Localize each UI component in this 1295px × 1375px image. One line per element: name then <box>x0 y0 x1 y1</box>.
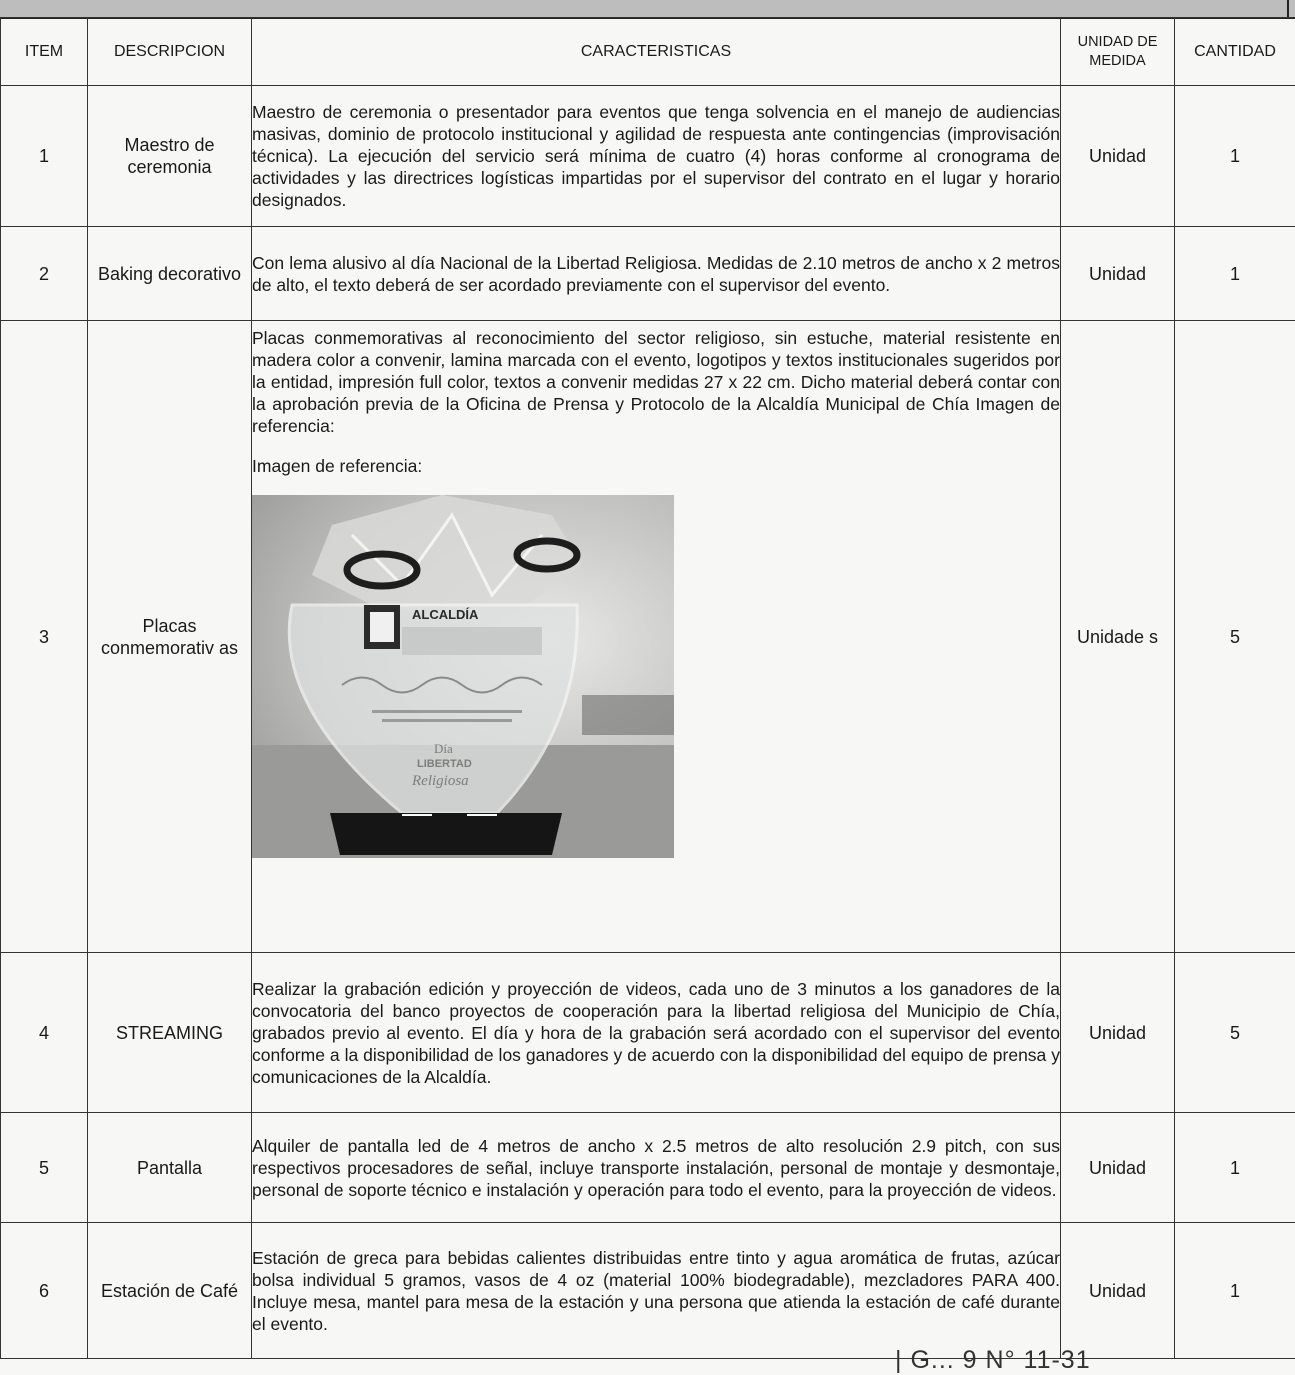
table-row <box>1 1223 1295 1359</box>
row-item: 2 <box>1 227 88 321</box>
row-caracteristicas: Realizar la grabación edición y proyección de videos, cada uno de 3 minutos a los ganadores de la convocatoria del banco proyectos de cooperación para la libertad religiosa del Municipio de Chía, grabados previo al evento. El día y hora de la grabación será acordado con el supervisor del evento conforme a la disponibilidad de los ganadores y de acuerdo con la disponibilidad del equipo de prensa y comunicaciones de la Alcaldía. <box>252 953 1061 1113</box>
row-item: 5 <box>1 1113 88 1223</box>
plaque-illustration <box>252 495 674 858</box>
plaque-text-libertad: LIBERTAD <box>417 758 472 770</box>
reference-image-label: Imagen de referencia: <box>252 455 1060 477</box>
header-descripcion: DESCRIPCION <box>88 18 252 86</box>
row-cantidad: 1 <box>1175 1223 1295 1359</box>
row-item: 6 <box>1 1223 88 1359</box>
row-cantidad: 5 <box>1175 321 1295 953</box>
row-caracteristicas: Maestro de ceremonia o presentador para eventos que tenga solvencia en el manejo de audiencias masivas, dominio de protocolo institucional y agilidad de respuesta ante contingencias (improvisación técnica). La ejecución del servicio será mínima de cuatro (4) horas conforme al cronograma de actividades y las directrices logísticas impartidas por el supervisor del contrato en el lugar y horario designados. <box>252 86 1061 227</box>
table-row <box>1 86 1295 227</box>
row-item: 4 <box>1 953 88 1113</box>
row-cantidad: 1 <box>1175 86 1295 227</box>
row-unidad: Unidad <box>1061 953 1175 1113</box>
row-cantidad: 5 <box>1175 953 1295 1113</box>
plaque-text-alcaldia: ALCALDÍA <box>412 607 479 622</box>
table-header-row <box>1 18 1295 86</box>
header-caracteristicas: CARACTERISTICAS <box>252 18 1061 86</box>
table-row <box>1 953 1295 1113</box>
border-tick <box>1287 0 1289 17</box>
plaque-text-dia: Día <box>434 741 453 756</box>
row-caracteristicas-cell <box>252 321 1061 953</box>
header-cantidad: CANTIDAD <box>1175 18 1295 86</box>
row-caracteristicas: Con lema alusivo al día Nacional de la Libertad Religiosa. Medidas de 2.10 metros de ancho x 2 metros de alto, el texto deberá de ser acordado previamente con el supervisor del evento. <box>252 227 1061 321</box>
row-unidad: Unidad <box>1061 86 1175 227</box>
row-unidad: Unidad <box>1061 1223 1175 1359</box>
row-caracteristicas: Estación de greca para bebidas calientes distribuidas entre tinto y agua aromática de frutas, azúcar bolsa individual 5 gramos, vasos de 4 oz (material 100% biodegradable), mezcladores PARA 400. Incluye mesa, mantel para mesa de la estación y una persona que atienda la estación de café durante el evento. <box>252 1223 1061 1359</box>
table-row <box>1 321 1295 953</box>
plaque-text-religiosa: Religiosa <box>411 773 469 789</box>
row-caracteristicas: Placas conmemorativas al reconocimiento del sector religioso, sin estuche, material resistente en madera color a convenir, lamina marcada con el evento, logotipos y textos institucionales sugeridos por la entidad, impresión full color, textos a convenir medidas 27 x 22 cm. Dicho material deberá contar con la aprobación previa de la Oficina de Prensa y Protocolo de la Alcaldía Municipal de Chía Imagen de referencia: <box>252 327 1060 437</box>
row-unidad: Unidad <box>1061 1113 1175 1223</box>
row-cantidad: 1 <box>1175 227 1295 321</box>
table-row <box>1 1113 1295 1223</box>
row-unidad: Unidad <box>1061 227 1175 321</box>
row-descripcion: Placas conmemorativ as <box>88 321 252 953</box>
row-descripcion: Estación de Café <box>88 1223 252 1359</box>
row-unidad: Unidade s <box>1061 321 1175 953</box>
row-descripcion: Maestro de ceremonia <box>88 86 252 227</box>
row-caracteristicas: Alquiler de pantalla led de 4 metros de ancho x 2.5 metros de alto resolución 2.9 pitch, con sus respectivos procesadores de señal, incluye transporte instalación, personal de montaje y desmontaje, personal de soporte técnico e instalación y operación para todo el evento, para la proyección de videos. <box>252 1113 1061 1223</box>
row-descripcion: STREAMING <box>88 953 252 1113</box>
reference-plaque-photo <box>252 495 674 858</box>
row-item: 3 <box>1 321 88 953</box>
row-descripcion: Pantalla <box>88 1113 252 1223</box>
header-item: ITEM <box>1 18 88 86</box>
row-cantidad: 1 <box>1175 1113 1295 1223</box>
row-descripcion: Baking decorativo <box>88 227 252 321</box>
row-item: 1 <box>1 86 88 227</box>
specifications-table <box>0 17 1295 1359</box>
header-unidad-medida: UNIDAD DE MEDIDA <box>1061 18 1175 86</box>
table-row <box>1 227 1295 321</box>
handwritten-footnote: | G... 9 N° 11-31 <box>895 1346 1091 1375</box>
